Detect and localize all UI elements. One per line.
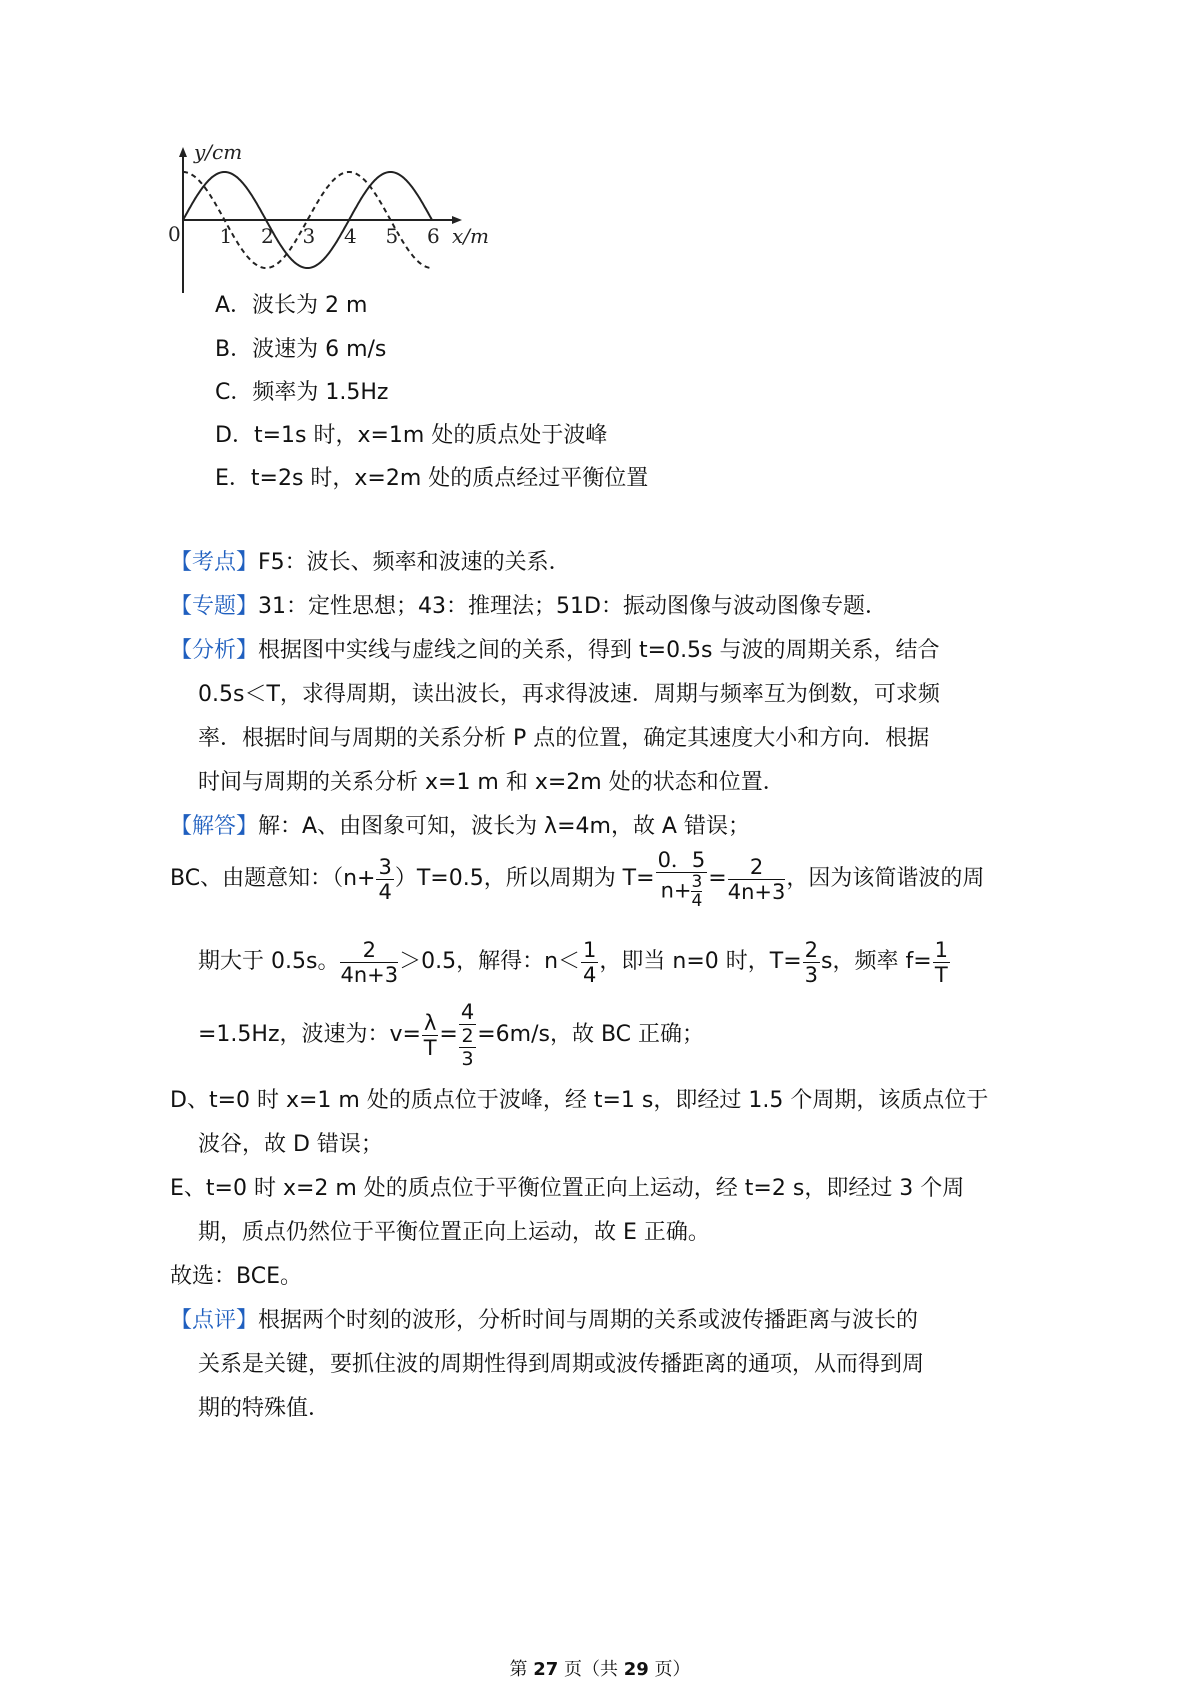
y-axis-label: y/cm	[194, 140, 243, 164]
page-footer: 第 27 页（共 29 页）	[509, 1659, 691, 1680]
kaodian-text: F5：波长、频率和波速的关系．	[258, 550, 571, 575]
fenxi-line-4: 时间与周期的关系分析 x=1 m 和 x=2m 处的状态和位置．	[198, 770, 785, 795]
fraction-3-4: $\frac{3}{4}$	[378, 854, 392, 904]
dianping-tag: 【点评】	[170, 1308, 259, 1333]
x-tick-label: 2	[261, 224, 274, 248]
period-pre: 期大于 0.5s。	[198, 949, 340, 974]
zhuanti-text: 31：定性思想；43：推理法；51D：振动图像与波动图像专题．	[258, 594, 887, 619]
dianping-line-2: 关系是关键，要抓住波的周期性得到周期或波传播距离的通项，从而得到周	[198, 1352, 925, 1377]
fraction-2-3: $\frac{2}{3}$	[804, 937, 819, 987]
jieda-period-line	[198, 934, 951, 990]
origin-label: 0	[168, 222, 181, 246]
option-c: C．频率为 1.5Hz	[215, 380, 389, 405]
fenxi-line-2: 0.5s＜T，求得周期，读出波长，再求得波速．周期与频率互为倒数，可求频	[198, 682, 940, 707]
zhuanti-tag: 【专题】	[170, 594, 259, 619]
x-axis-arrow	[452, 216, 462, 224]
x-tick-label: 1	[219, 224, 233, 248]
dianping-line-1	[170, 1306, 918, 1336]
jieda-d-line-1: D、t=0 时 x=1 m 处的质点位于波峰，经 t=1 s，即经过 1.5 个周期，该质点位于	[170, 1088, 989, 1113]
jieda-tag: 【解答】	[170, 814, 259, 839]
option-d: D．t=1s 时，x=1m 处的质点处于波峰	[215, 423, 608, 448]
fenxi-line-3: 率．根据时间与周期的关系分析 P 点的位置，确定其速度大小和方向．根据	[198, 726, 930, 751]
option-b: B．波速为 6 m/s	[215, 337, 387, 362]
jieda-speed-line: =1.5Hz，波速为：v= $\frac{\lambda}{T}$ = 4 2 3 =6m/s，故 BC 正确；	[198, 1000, 705, 1070]
period-mid3: s，频率 f=	[821, 949, 932, 974]
fraction-1-4: $\frac{1}{4}$	[583, 937, 597, 987]
period-mid1: ＞0.5，解得：n＜	[399, 949, 581, 974]
fenxi-tag: 【分析】	[170, 638, 259, 663]
fenxi-text-1: 根据图中实线与虚线之间的关系，得到 t=0.5s 与波的周期关系，结合	[258, 638, 940, 663]
fraction-2-4n3: $\frac{2}{4n+3}$	[727, 854, 786, 904]
fraction-4-over-2-3: 4 2 3	[460, 1000, 475, 1070]
dianping-text-1: 根据两个时刻的波形，分析时间与周期的关系或波传播距离与波长的	[258, 1308, 919, 1333]
fenxi-line-1	[170, 636, 940, 666]
x-tick-label: 5	[385, 224, 399, 248]
option-a: A．波长为 2 m	[215, 293, 368, 318]
period-mid2: ，即当 n=0 时，T=	[599, 949, 802, 974]
fraction-1-T: $\frac{1}{T}$	[934, 937, 949, 987]
fraction-lambda-T: $\frac{\lambda}{T}$	[423, 1010, 437, 1060]
jieda-line-1	[170, 812, 750, 842]
jieda-e-line-1: E、t=0 时 x=2 m 处的质点位于平衡位置正向上运动，经 t=2 s，即经过 3 个周	[170, 1176, 965, 1201]
bc-pre: BC、由题意知：（n+	[170, 866, 376, 891]
bc-post: ，因为该简谐波的周	[786, 866, 985, 891]
speed-post: =6m/s，故 BC 正确；	[477, 1022, 705, 1047]
jieda-answer: 故选：BCE。	[170, 1264, 302, 1289]
speed-pre: =1.5Hz，波速为：v=	[198, 1022, 421, 1047]
page-total: 29	[623, 1659, 649, 1680]
wave-figure	[168, 140, 498, 295]
x-axis-label: x/m	[452, 224, 489, 248]
x-tick-labels	[220, 224, 440, 248]
jieda-text-1: 解：A、由图象可知，波长为 λ=4m，故 A 错误；	[258, 814, 750, 839]
kaodian-tag: 【考点】	[170, 550, 259, 575]
y-axis-arrow	[179, 147, 187, 157]
option-e: E．t=2s 时，x=2m 处的质点经过平衡位置	[215, 466, 649, 491]
fraction-period: 0．5 n+ $\frac{3}{4}$	[657, 848, 706, 911]
jieda-bc-line: BC、由题意知：（n+ $\frac{3}{4}$ ）T=0.5，所以周期为 T= 0．5 n+ $\frac{3}{4}$ = $\frac{2}{4n+3}$ ，因为该简谐波的周	[170, 848, 985, 911]
x-tick-label: 3	[302, 224, 316, 248]
bc-mid: ）T=0.5，所以周期为 T=	[394, 866, 655, 891]
dianping-line-3: 期的特殊值．	[198, 1396, 331, 1421]
x-tick-label: 4	[344, 224, 357, 248]
x-tick-label: 6	[427, 224, 440, 248]
jieda-e-line-2: 期，质点仍然位于平衡位置正向上运动，故 E 正确。	[198, 1220, 710, 1245]
zhuanti-section	[170, 592, 887, 622]
kaodian-section	[170, 548, 571, 578]
fraction-2-4n3-b: $\frac{2}{4n+3}$	[340, 937, 399, 987]
jieda-d-line-2: 波谷，故 D 错误；	[198, 1132, 383, 1157]
page-number: 27	[533, 1659, 559, 1680]
